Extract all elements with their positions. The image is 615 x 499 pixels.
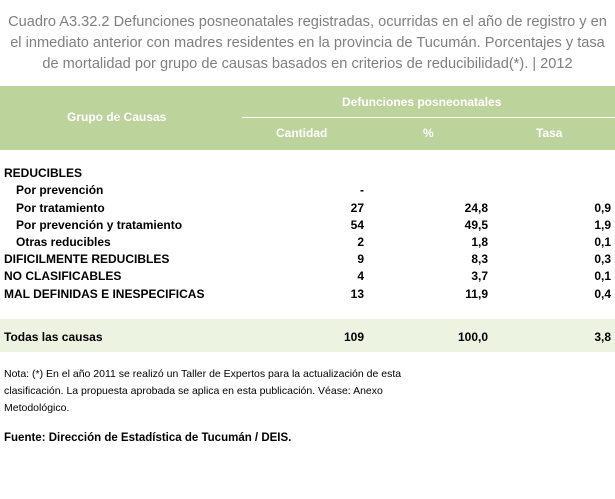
row-label: Por tratamiento [16,201,105,215]
source-citation: Fuente: Dirección de Estadística de Tucumán / DEIS. [4,432,292,444]
header-col-cantidad: Cantidad [276,126,328,140]
table-row [0,269,615,286]
cell-pct: 49,5 [464,218,488,232]
title-line-2: el inmediato anterior con madres residentes en la provincia de Tucumán. Porcentajes y tasa [10,35,605,51]
cell-pct: 11,9 [465,287,488,301]
cell-cantidad: 4 [357,269,364,283]
cell-tasa: 0,3 [594,252,611,266]
row-label: Otras reducibles [16,235,111,249]
footnote [4,366,401,417]
row-label: REDUCIBLES [4,166,83,180]
total-cantidad: 109 [343,330,364,344]
cell-cantidad: - [360,183,364,197]
title-line-1: Cuadro A3.32.2 Defunciones posneonatales registradas, ocurridas en el año de registro y en [8,14,607,30]
header-col-pct: % [423,126,434,140]
total-pct: 100,0 [457,330,488,344]
footnote-line-2: clasificación. La propuesta aprobada se aplica en esta publicación. Véase: Anexo [4,385,383,397]
table-row [0,252,615,269]
cell-tasa: 1,9 [594,218,611,232]
footnote-line-1: Nota: (*) En el año 2011 se realizó un Taller de Expertos para la actualización de esta [4,368,402,380]
footnote-line-3: Metodológico. [4,402,70,414]
row-label: NO CLASIFICABLES [4,269,122,283]
cell-tasa: 0,4 [594,287,611,301]
cell-pct: 3,7 [471,269,488,283]
cell-pct: 24,8 [464,201,488,215]
header-divider [242,117,615,118]
total-tasa: 3,8 [594,330,611,344]
table-row [0,201,615,218]
table-row [0,218,615,235]
title-line-3: de mortalidad por grupo de causas basados en criterios de reducibilidad(*). | 2012 [42,56,573,72]
cell-cantidad: 27 [350,201,364,215]
cell-tasa: 0,1 [594,235,611,249]
table-row [0,235,615,252]
cell-tasa: 0,9 [594,201,611,215]
table-row [0,287,615,304]
cell-cantidad: 2 [357,235,364,249]
header-col-tasa: Tasa [536,126,563,140]
table-title [0,12,615,75]
cell-cantidad: 13 [350,287,364,301]
cell-pct: 8,3 [471,252,488,266]
cell-tasa: 0,1 [594,269,611,283]
cell-pct: 1,8 [471,235,488,249]
cell-cantidad: 9 [357,252,364,266]
table-row [0,183,615,200]
cell-cantidad: 54 [350,218,364,232]
total-label: Todas las causas [4,330,103,344]
row-label: Por prevención y tratamiento [16,218,183,232]
table-row [0,166,615,183]
total-row [0,319,615,352]
header-section-label: Defunciones posneonatales [342,95,502,109]
row-label: DIFICILMENTE REDUCIBLES [4,252,170,266]
row-label: MAL DEFINIDAS E INESPECIFICAS [4,287,205,301]
header-group-label: Grupo de Causas [67,110,167,124]
row-label: Por prevención [16,183,104,197]
